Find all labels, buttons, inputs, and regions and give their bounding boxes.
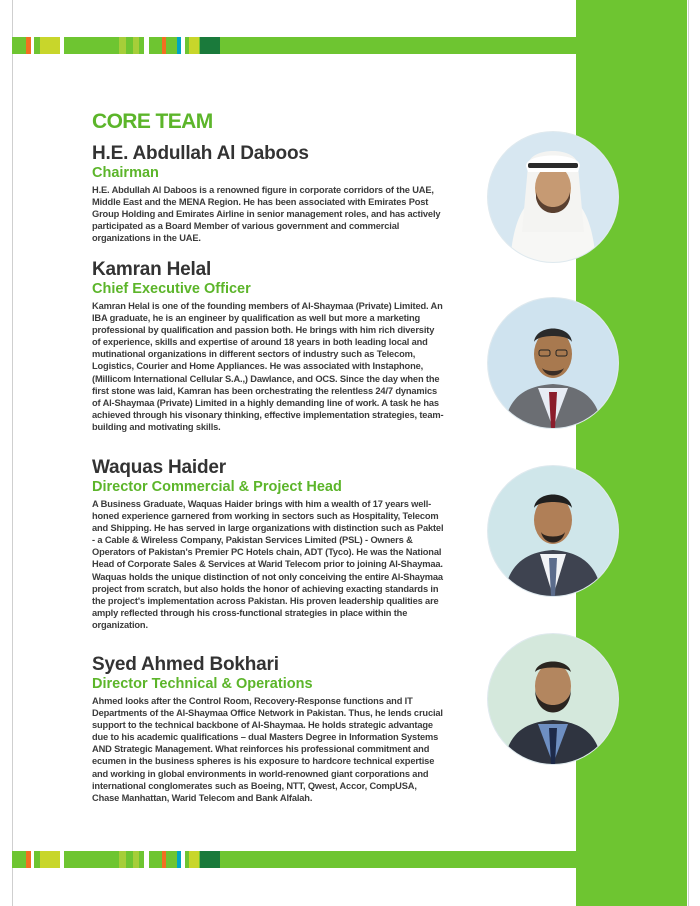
portrait-photo xyxy=(488,634,618,764)
member-bio: Kamran Helal is one of the founding members of Al-Shaymaa (Private) Limited. An IBA graduate, he is an engineer by qualification as well but more a marketing professional by qualification and passion both. He brings with him rich diversity of experience, skills and expertise of around 18 years in both leading local and mutinational organizations in different sectors of industry such as Telecom, Logistics, Courier and Home Appliances. He was associated with Instaphone, (Millicom International Cellular S.A.,) Dawlance, and OCS. Since the day when the first stone was laid, Kamran has been orchestrating the relentless 24/7 dynamics of Al-Shaymaa (Private) Limited in a highly demanding line of work. A task he has achieved through his visonary thinking, effective implementation strategies, team-building and motivating skills. xyxy=(92,301,444,432)
stripe-segment-lime xyxy=(133,851,139,868)
portrait-image xyxy=(488,634,618,764)
member-name: Waquas Haider xyxy=(92,457,226,478)
bottom-color-stripe xyxy=(12,851,687,868)
stripe-segment-white xyxy=(31,37,34,54)
team-member-card xyxy=(92,259,444,433)
stripe-segment-yellow-green xyxy=(40,851,60,868)
team-member-card xyxy=(92,654,444,804)
member-role: Chairman xyxy=(92,165,159,181)
member-bio: Ahmed looks after the Control Room, Recovery-Response functions and IT Departments of the Al-Shaymaa Office Network in Pakistan. Thus, he lends crucial support to the technical backbone of Al-Shaymaa. He holds strategic advantage due to his academic qualifications – dual Masters Degree in Information Systems AND Strategic Management. What reinforces his professional commitment and ecumen in the business spheres is his exposure to hardcore technical expertise and working in global environments in world-renowned giant corporations and international conglomerates such as Boeing, NTT, Qwest, Accor, CompUSA, Chase Manhattan, Warid Telecom and Bank Alfalah. xyxy=(92,696,443,803)
portrait-image xyxy=(488,466,618,596)
stripe-segment-white xyxy=(60,37,64,54)
stripe-segment-dark-green xyxy=(200,37,220,54)
member-bio: A Business Graduate, Waquas Haider brings with him a wealth of 17 years well-honed experience garnered from working in sectors such as Hospitality, Telecom and Shipping. He has served in large organizations with distinction such as Paktel - a Cable & Wireless Company, Pakistan Services Limited (PSL) - Owners & Operators of Pakistan's Premier PC Hotels chain, ADT (Tyco). He was the National Head of Corporate Sales & Services at Warid Telecom prior to joining Al-Shaymaa. Waquas holds the unique distinction of not only conceiving the entire Al-Shaymaa project from scratch, but also holds the honor of achieving exacting standards in the project's implementation across Pakistan. His proven leadership qualities are amply reflected through his cross-functional strategies in place within the organization. xyxy=(92,499,444,630)
stripe-segment-yellow-green xyxy=(189,851,199,868)
green-side-panel xyxy=(576,0,687,906)
stripe-segment-lime xyxy=(119,851,126,868)
portrait-image xyxy=(488,298,618,428)
portrait-photo xyxy=(488,298,618,428)
member-name: Syed Ahmed Bokhari xyxy=(92,654,279,675)
member-role: Chief Executive Officer xyxy=(92,281,251,297)
member-name: Kamran Helal xyxy=(92,259,212,280)
stripe-segment-white xyxy=(31,851,34,868)
stripe-segment-dark-green xyxy=(200,851,220,868)
page-heading: CORE TEAM xyxy=(92,110,213,133)
stripe-segment-orange xyxy=(162,37,166,54)
stripe-segment-white xyxy=(144,851,149,868)
member-name: H.E. Abdullah Al Daboos xyxy=(92,143,309,164)
top-color-stripe xyxy=(12,37,687,54)
member-bio: H.E. Abdullah Al Daboos is a renowned figure in corporate corridors of the UAE, Middle East and the MENA Region. He has been associated with Emirates Post Group Holding and Emirates Airline in senior management roles, and has actively participated as a Board Member of various government and commercial organizations in the UAE. xyxy=(92,185,441,244)
member-role: Director Technical & Operations xyxy=(92,676,313,692)
team-member-card xyxy=(92,143,444,244)
portrait-image xyxy=(488,132,618,262)
member-role: Director Commercial & Project Head xyxy=(92,479,342,495)
stripe-segment-white xyxy=(144,37,149,54)
portrait-photo xyxy=(488,466,618,596)
stripe-segment-white xyxy=(60,851,64,868)
stripe-segment-lime xyxy=(119,37,126,54)
portrait-photo xyxy=(488,132,618,262)
stripe-segment-lime xyxy=(133,37,139,54)
stripe-segment-white xyxy=(181,37,185,54)
stripe-segment-white xyxy=(181,851,185,868)
stripe-segment-yellow-green xyxy=(189,37,199,54)
stripe-segment-orange xyxy=(162,851,166,868)
team-member-card xyxy=(92,457,444,631)
stripe-segment-yellow-green xyxy=(40,37,60,54)
